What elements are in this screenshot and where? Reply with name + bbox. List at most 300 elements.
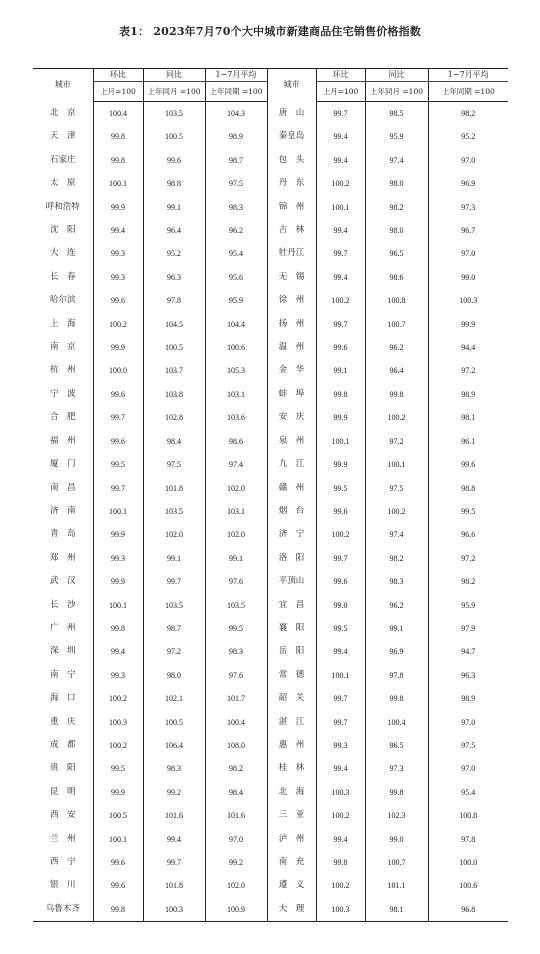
right-yoy-cell: 100.2 bbox=[365, 406, 428, 429]
left-avg-cell: 104.3 bbox=[205, 102, 267, 126]
right-city-cell: 襄 阳 bbox=[267, 617, 316, 640]
left-city-cell: 宁 波 bbox=[33, 383, 93, 406]
left-mom-cell: 99.3 bbox=[93, 547, 143, 570]
left-avg-cell: 104.4 bbox=[205, 313, 267, 336]
right-yoy-cell: 97.2 bbox=[365, 430, 428, 453]
right-mom-cell: 99.8 bbox=[316, 383, 365, 406]
table-row bbox=[33, 734, 508, 757]
right-mom-cell: 100.3 bbox=[316, 781, 365, 804]
right-mom-cell: 99.5 bbox=[316, 477, 365, 500]
left-yoy-cell: 96.4 bbox=[143, 219, 205, 242]
right-mom-cell: 99.4 bbox=[316, 640, 365, 663]
price-index-table bbox=[33, 68, 508, 922]
table-row bbox=[33, 406, 508, 429]
left-city-cell: 天 津 bbox=[33, 125, 93, 148]
right-city-cell: 惠 州 bbox=[267, 734, 316, 757]
left-avg-cell: 97.4 bbox=[205, 453, 267, 476]
right-mom-cell: 100.2 bbox=[316, 172, 365, 195]
left-yoy-cell: 99.6 bbox=[143, 149, 205, 172]
right-city-cell: 南 充 bbox=[267, 851, 316, 874]
left-mom-cell: 99.6 bbox=[93, 874, 143, 897]
right-city-cell: 泸 州 bbox=[267, 828, 316, 851]
right-city-cell: 安 庆 bbox=[267, 406, 316, 429]
right-mom-cell: 99.7 bbox=[316, 687, 365, 710]
left-avg-cell: 97.5 bbox=[205, 172, 267, 195]
table-row bbox=[33, 242, 508, 265]
left-avg-cell: 100.9 bbox=[205, 898, 267, 922]
left-yoy-cell: 103.5 bbox=[143, 594, 205, 617]
left-avg-cell: 98.9 bbox=[205, 125, 267, 148]
left-city-cell: 南 京 bbox=[33, 336, 93, 359]
right-city-cell: 吉 林 bbox=[267, 219, 316, 242]
left-avg-cell: 98.7 bbox=[205, 149, 267, 172]
left-avg-cell: 103.5 bbox=[205, 594, 267, 617]
left-yoy-cell: 104.5 bbox=[143, 313, 205, 336]
left-avg-cell: 103.6 bbox=[205, 406, 267, 429]
right-city-cell: 宜 昌 bbox=[267, 594, 316, 617]
right-yoy-cell: 100.7 bbox=[365, 313, 428, 336]
right-yoy-cell: 97.5 bbox=[365, 477, 428, 500]
table-title: 表1： 2023年7月70个大中城市新建商品住宅销售价格指数 bbox=[118, 25, 422, 38]
right-mom-cell: 99.7 bbox=[316, 547, 365, 570]
right-yoy-cell: 96.9 bbox=[365, 640, 428, 663]
right-avg-cell: 100.0 bbox=[459, 858, 478, 867]
right-mom-cell: 99.8 bbox=[316, 851, 365, 874]
left-avg-cell: 98.3 bbox=[205, 196, 267, 219]
table-row bbox=[33, 196, 508, 219]
table-row bbox=[33, 570, 508, 593]
table-row bbox=[33, 547, 508, 570]
right-avg-cell: 97.2 bbox=[461, 366, 476, 376]
left-yoy-cell: 98.0 bbox=[143, 664, 205, 687]
avg-header: 1−7月平均 bbox=[205, 69, 267, 82]
table-row bbox=[33, 477, 508, 500]
table-row bbox=[33, 781, 508, 804]
left-city-cell: 兰 州 bbox=[33, 828, 93, 851]
left-yoy-cell: 100.5 bbox=[143, 125, 205, 148]
right-yoy-cell: 96.2 bbox=[365, 594, 428, 617]
left-avg-cell: 108.0 bbox=[205, 734, 267, 757]
right-yoy-cell: 98.3 bbox=[365, 570, 428, 593]
left-city-cell: 济 南 bbox=[33, 500, 93, 523]
right-avg-cell: 97.9 bbox=[461, 623, 476, 633]
right-mom-cell: 99.4 bbox=[316, 125, 365, 148]
left-yoy-cell: 97.2 bbox=[143, 640, 205, 663]
left-mom-cell: 100.4 bbox=[93, 102, 143, 126]
right-avg-cell: 99.9 bbox=[461, 319, 476, 329]
yoy-header-right: 同比 bbox=[365, 69, 428, 82]
right-yoy-cell: 100.7 bbox=[365, 851, 428, 874]
table-row bbox=[33, 336, 508, 359]
right-city-cell: 大 理 bbox=[267, 898, 316, 922]
right-yoy-cell: 98.0 bbox=[365, 172, 428, 195]
left-city-cell: 贵 阳 bbox=[33, 757, 93, 780]
left-mom-cell: 99.9 bbox=[93, 523, 143, 546]
right-city-cell: 常 德 bbox=[267, 664, 316, 687]
table-row bbox=[33, 125, 508, 148]
right-city-cell: 泉 州 bbox=[267, 430, 316, 453]
table-row bbox=[33, 898, 508, 922]
right-yoy-cell: 99.0 bbox=[365, 828, 428, 851]
left-mom-cell: 100.5 bbox=[93, 804, 143, 827]
left-avg-cell: 97.0 bbox=[205, 828, 267, 851]
right-yoy-cell: 101.1 bbox=[365, 874, 428, 897]
right-yoy-cell: 99.8 bbox=[365, 687, 428, 710]
right-mom-cell: 100.2 bbox=[316, 804, 365, 827]
left-mom-cell: 99.9 bbox=[93, 570, 143, 593]
right-mom-cell: 99.7 bbox=[316, 242, 365, 265]
right-mom-cell: 99.7 bbox=[316, 313, 365, 336]
left-city-cell: 上 海 bbox=[33, 313, 93, 336]
right-city-cell: 遵 义 bbox=[267, 874, 316, 897]
right-city-cell: 温 州 bbox=[267, 336, 316, 359]
yoy-header: 同比 bbox=[143, 69, 205, 82]
right-yoy-cell: 98.5 bbox=[365, 102, 428, 126]
left-avg-cell: 102.0 bbox=[205, 523, 267, 546]
left-mom-cell: 99.8 bbox=[93, 149, 143, 172]
table-row bbox=[33, 500, 508, 523]
left-city-cell: 银 川 bbox=[33, 874, 93, 897]
right-mom-cell: 100.2 bbox=[316, 523, 365, 546]
left-yoy-cell: 99.7 bbox=[143, 851, 205, 874]
right-yoy-cell: 95.9 bbox=[365, 125, 428, 148]
left-avg-cell: 105.3 bbox=[205, 359, 267, 382]
right-yoy-cell: 96.5 bbox=[365, 242, 428, 265]
right-mom-cell: 99.4 bbox=[316, 757, 365, 780]
table-row bbox=[33, 102, 508, 126]
left-mom-cell: 100.1 bbox=[93, 828, 143, 851]
right-avg-cell: 98.1 bbox=[461, 413, 476, 423]
right-mom-cell: 100.3 bbox=[316, 898, 365, 922]
table-row bbox=[33, 828, 508, 851]
left-avg-cell: 99.5 bbox=[205, 617, 267, 640]
left-yoy-cell: 100.3 bbox=[143, 898, 205, 922]
left-city-cell: 哈尔滨 bbox=[33, 289, 93, 312]
table-row bbox=[33, 149, 508, 172]
left-mom-cell: 100.1 bbox=[93, 172, 143, 195]
left-avg-cell: 102.0 bbox=[205, 874, 267, 897]
right-avg-cell: 96.1 bbox=[461, 436, 476, 446]
right-city-cell: 三 亚 bbox=[267, 804, 316, 827]
right-avg-cell: 98.9 bbox=[461, 694, 476, 704]
right-avg-cell: 100.8 bbox=[459, 811, 478, 821]
left-mom-cell: 99.7 bbox=[93, 477, 143, 500]
right-avg-cell: 94.4 bbox=[461, 343, 476, 353]
left-yoy-cell: 101.6 bbox=[143, 804, 205, 827]
table-row bbox=[33, 594, 508, 617]
left-mom-cell: 99.7 bbox=[93, 406, 143, 429]
left-yoy-cell: 106.4 bbox=[143, 734, 205, 757]
right-yoy-cell: 98.6 bbox=[365, 266, 428, 289]
right-mom-cell: 99.7 bbox=[316, 711, 365, 734]
right-yoy-cell: 100.8 bbox=[365, 289, 428, 312]
right-city-cell: 韶 关 bbox=[267, 687, 316, 710]
right-yoy-cell: 99.1 bbox=[365, 617, 428, 640]
right-city-cell: 秦皇岛 bbox=[267, 125, 316, 148]
left-city-cell: 福 州 bbox=[33, 430, 93, 453]
left-yoy-cell: 103.5 bbox=[143, 102, 205, 126]
right-city-cell: 金 华 bbox=[267, 359, 316, 382]
right-yoy-cell: 97.8 bbox=[365, 664, 428, 687]
left-avg-cell: 98.3 bbox=[205, 640, 267, 663]
right-avg-cell: 96.8 bbox=[428, 898, 508, 922]
left-avg-cell: 97.6 bbox=[205, 664, 267, 687]
mom-subheader-right: 上月=100 bbox=[316, 82, 365, 102]
left-avg-cell: 101.6 bbox=[205, 804, 267, 827]
header-row-top bbox=[33, 69, 508, 82]
left-city-cell: 乌鲁木齐 bbox=[33, 898, 93, 922]
left-city-cell: 北 京 bbox=[33, 102, 93, 126]
left-avg-cell: 96.2 bbox=[205, 219, 267, 242]
left-avg-cell: 100.6 bbox=[205, 336, 267, 359]
right-avg-cell: 94.7 bbox=[461, 647, 476, 657]
right-yoy-cell: 98.2 bbox=[365, 196, 428, 219]
left-mom-cell: 99.6 bbox=[93, 430, 143, 453]
left-mom-cell: 99.3 bbox=[93, 242, 143, 265]
left-mom-cell: 100.1 bbox=[93, 594, 143, 617]
city-header-right: 城市 bbox=[267, 69, 316, 102]
right-city-cell: 徐 州 bbox=[267, 289, 316, 312]
table-row bbox=[33, 219, 508, 242]
right-city-cell: 牡丹江 bbox=[267, 242, 316, 265]
left-avg-cell: 99.2 bbox=[205, 851, 267, 874]
right-avg-cell: 96.9 bbox=[461, 179, 476, 189]
left-city-cell: 成 都 bbox=[33, 734, 93, 757]
right-avg-cell: 95.9 bbox=[461, 600, 476, 610]
left-city-cell: 石家庄 bbox=[33, 149, 93, 172]
right-avg-cell: 98.2 bbox=[461, 577, 476, 587]
right-yoy-cell: 97.4 bbox=[365, 523, 428, 546]
right-mom-cell: 99.5 bbox=[316, 617, 365, 640]
table-row bbox=[33, 640, 508, 663]
right-mom-cell: 100.2 bbox=[316, 874, 365, 897]
avg-subheader: 上年同期 =100 bbox=[205, 82, 267, 102]
left-city-cell: 大 连 bbox=[33, 242, 93, 265]
left-city-cell: 西 宁 bbox=[33, 851, 93, 874]
left-mom-cell: 100.2 bbox=[93, 313, 143, 336]
right-avg-cell: 97.3 bbox=[461, 202, 476, 212]
right-city-cell: 赣 州 bbox=[267, 477, 316, 500]
left-avg-cell: 103.1 bbox=[205, 500, 267, 523]
left-city-cell: 厦 门 bbox=[33, 453, 93, 476]
left-city-cell: 郑 州 bbox=[33, 547, 93, 570]
left-yoy-cell: 102.8 bbox=[143, 406, 205, 429]
right-avg-cell: 96.6 bbox=[461, 530, 476, 540]
left-avg-cell: 99.1 bbox=[205, 547, 267, 570]
left-mom-cell: 99.8 bbox=[93, 617, 143, 640]
left-yoy-cell: 98.7 bbox=[143, 617, 205, 640]
left-mom-cell: 99.3 bbox=[93, 266, 143, 289]
right-avg-cell: 99.5 bbox=[461, 506, 476, 516]
table-row bbox=[33, 523, 508, 546]
right-city-cell: 岳 阳 bbox=[267, 640, 316, 663]
right-avg-cell: 95.2 bbox=[461, 132, 476, 142]
left-city-cell: 深 圳 bbox=[33, 640, 93, 663]
right-mom-cell: 100.1 bbox=[316, 430, 365, 453]
right-mom-cell: 99.6 bbox=[316, 570, 365, 593]
left-yoy-cell: 99.1 bbox=[143, 547, 205, 570]
left-yoy-cell: 98.3 bbox=[143, 757, 205, 780]
left-yoy-cell: 96.3 bbox=[143, 266, 205, 289]
left-avg-cell: 101.7 bbox=[205, 687, 267, 710]
right-yoy-cell: 96.2 bbox=[365, 336, 428, 359]
yoy-subheader-right: 上年同月 =100 bbox=[365, 82, 428, 102]
right-mom-cell: 99.0 bbox=[316, 594, 365, 617]
right-yoy-cell: 97.3 bbox=[365, 757, 428, 780]
left-city-cell: 沈 阳 bbox=[33, 219, 93, 242]
right-mom-cell: 99.1 bbox=[316, 359, 365, 382]
right-yoy-cell: 99.8 bbox=[365, 781, 428, 804]
right-mom-cell: 99.6 bbox=[316, 336, 365, 359]
right-city-cell: 丹 东 bbox=[267, 172, 316, 195]
avg-subheader-right: 上年同期 =100 bbox=[428, 82, 508, 102]
table-row bbox=[33, 711, 508, 734]
right-avg-cell: 97.0 bbox=[461, 717, 476, 727]
table-row bbox=[33, 313, 508, 336]
left-mom-cell: 99.9 bbox=[93, 781, 143, 804]
right-yoy-cell: 100.4 bbox=[365, 711, 428, 734]
left-yoy-cell: 99.4 bbox=[143, 828, 205, 851]
left-yoy-cell: 102.0 bbox=[143, 523, 205, 546]
left-yoy-cell: 97.5 bbox=[143, 453, 205, 476]
table-row bbox=[33, 617, 508, 640]
left-yoy-cell: 101.8 bbox=[143, 477, 205, 500]
left-avg-cell: 95.4 bbox=[205, 242, 267, 265]
right-yoy-cell: 98.1 bbox=[365, 898, 428, 922]
left-avg-cell: 97.6 bbox=[205, 570, 267, 593]
right-avg-cell: 98.2 bbox=[461, 109, 476, 118]
yoy-subheader: 上年同月 =100 bbox=[143, 82, 205, 102]
left-mom-cell: 99.6 bbox=[93, 851, 143, 874]
left-city-cell: 杭 州 bbox=[33, 359, 93, 382]
right-mom-cell: 99.9 bbox=[316, 406, 365, 429]
left-city-cell: 长 春 bbox=[33, 266, 93, 289]
left-mom-cell: 99.3 bbox=[93, 664, 143, 687]
left-city-cell: 西 安 bbox=[33, 804, 93, 827]
right-yoy-cell: 98.0 bbox=[365, 219, 428, 242]
left-city-cell: 昆 明 bbox=[33, 781, 93, 804]
right-mom-cell: 99.3 bbox=[316, 734, 365, 757]
right-mom-cell: 100.1 bbox=[316, 196, 365, 219]
left-avg-cell: 98.6 bbox=[205, 430, 267, 453]
table-row bbox=[33, 757, 508, 780]
right-mom-cell: 99.4 bbox=[316, 149, 365, 172]
left-city-cell: 武 汉 bbox=[33, 570, 93, 593]
left-avg-cell: 95.9 bbox=[205, 289, 267, 312]
right-city-cell: 北 海 bbox=[267, 781, 316, 804]
right-city-cell: 无 锡 bbox=[267, 266, 316, 289]
right-mom-cell: 99.9 bbox=[316, 453, 365, 476]
mom-header: 环比 bbox=[93, 69, 143, 82]
left-mom-cell: 99.6 bbox=[93, 289, 143, 312]
right-yoy-cell: 96.4 bbox=[365, 359, 428, 382]
left-avg-cell: 98.4 bbox=[205, 781, 267, 804]
right-avg-cell: 100.3 bbox=[459, 296, 478, 306]
table-row bbox=[33, 359, 508, 382]
right-city-cell: 洛 阳 bbox=[267, 547, 316, 570]
right-avg-cell: 100.6 bbox=[459, 881, 478, 891]
left-yoy-cell: 98.8 bbox=[143, 172, 205, 195]
left-mom-cell: 99.8 bbox=[93, 898, 143, 922]
right-mom-cell: 99.4 bbox=[316, 219, 365, 242]
right-city-cell: 湛 江 bbox=[267, 711, 316, 734]
right-city-cell: 唐 山 bbox=[267, 102, 316, 126]
left-city-cell: 长 沙 bbox=[33, 594, 93, 617]
left-mom-cell: 99.5 bbox=[93, 757, 143, 780]
left-yoy-cell: 103.8 bbox=[143, 383, 205, 406]
right-yoy-cell: 98.2 bbox=[365, 547, 428, 570]
left-mom-cell: 99.9 bbox=[93, 336, 143, 359]
left-mom-cell: 99.8 bbox=[93, 125, 143, 148]
right-avg-cell: 97.2 bbox=[461, 553, 476, 563]
right-city-cell: 包 头 bbox=[267, 149, 316, 172]
right-city-cell: 蚌 埠 bbox=[267, 383, 316, 406]
right-city-cell: 桂 林 bbox=[267, 757, 316, 780]
left-mom-cell: 100.2 bbox=[93, 687, 143, 710]
right-avg-cell: 97.0 bbox=[461, 249, 476, 259]
left-mom-cell: 99.6 bbox=[93, 383, 143, 406]
left-yoy-cell: 95.2 bbox=[143, 242, 205, 265]
right-yoy-cell: 97.4 bbox=[365, 149, 428, 172]
left-mom-cell: 100.2 bbox=[93, 734, 143, 757]
table-row bbox=[33, 266, 508, 289]
left-yoy-cell: 98.4 bbox=[143, 430, 205, 453]
left-mom-cell: 100.1 bbox=[93, 500, 143, 523]
left-yoy-cell: 103.5 bbox=[143, 500, 205, 523]
right-avg-cell: 97.0 bbox=[461, 764, 476, 774]
mom-subheader: 上月=100 bbox=[93, 82, 143, 102]
right-avg-cell: 95.4 bbox=[461, 787, 476, 797]
table-row bbox=[33, 851, 508, 874]
left-city-cell: 南 昌 bbox=[33, 477, 93, 500]
left-yoy-cell: 100.5 bbox=[143, 711, 205, 734]
avg-header-right: 1−7月平均 bbox=[447, 70, 489, 79]
left-mom-cell: 100.3 bbox=[93, 711, 143, 734]
right-city-cell: 济 宁 bbox=[267, 523, 316, 546]
table-row bbox=[33, 430, 508, 453]
right-yoy-cell: 100.2 bbox=[365, 500, 428, 523]
left-city-cell: 合 肥 bbox=[33, 406, 93, 429]
right-avg-cell: 96.3 bbox=[461, 670, 476, 680]
left-yoy-cell: 99.7 bbox=[143, 570, 205, 593]
table-row bbox=[33, 687, 508, 710]
table-row bbox=[33, 804, 508, 827]
right-city-cell: 九 江 bbox=[267, 453, 316, 476]
table-body bbox=[33, 102, 508, 922]
left-yoy-cell: 102.1 bbox=[143, 687, 205, 710]
left-city-cell: 青 岛 bbox=[33, 523, 93, 546]
right-mom-cell: 99.6 bbox=[316, 500, 365, 523]
left-avg-cell: 102.0 bbox=[205, 477, 267, 500]
right-city-cell: 烟 台 bbox=[267, 500, 316, 523]
right-yoy-cell: 99.8 bbox=[365, 383, 428, 406]
right-mom-cell: 99.7 bbox=[316, 102, 365, 126]
left-yoy-cell: 99.2 bbox=[143, 781, 205, 804]
left-mom-cell: 99.4 bbox=[93, 640, 143, 663]
left-city-cell: 太 原 bbox=[33, 172, 93, 195]
left-mom-cell: 100.0 bbox=[93, 359, 143, 382]
right-yoy-cell: 96.5 bbox=[365, 734, 428, 757]
left-mom-cell: 99.4 bbox=[93, 219, 143, 242]
right-mom-cell: 99.4 bbox=[316, 828, 365, 851]
right-avg-cell: 99.6 bbox=[461, 460, 476, 470]
left-mom-cell: 99.9 bbox=[93, 196, 143, 219]
right-city-cell: 锦 州 bbox=[267, 196, 316, 219]
left-yoy-cell: 101.8 bbox=[143, 874, 205, 897]
table-row bbox=[33, 172, 508, 195]
right-city-cell: 扬 州 bbox=[267, 313, 316, 336]
left-avg-cell: 100.4 bbox=[205, 711, 267, 734]
